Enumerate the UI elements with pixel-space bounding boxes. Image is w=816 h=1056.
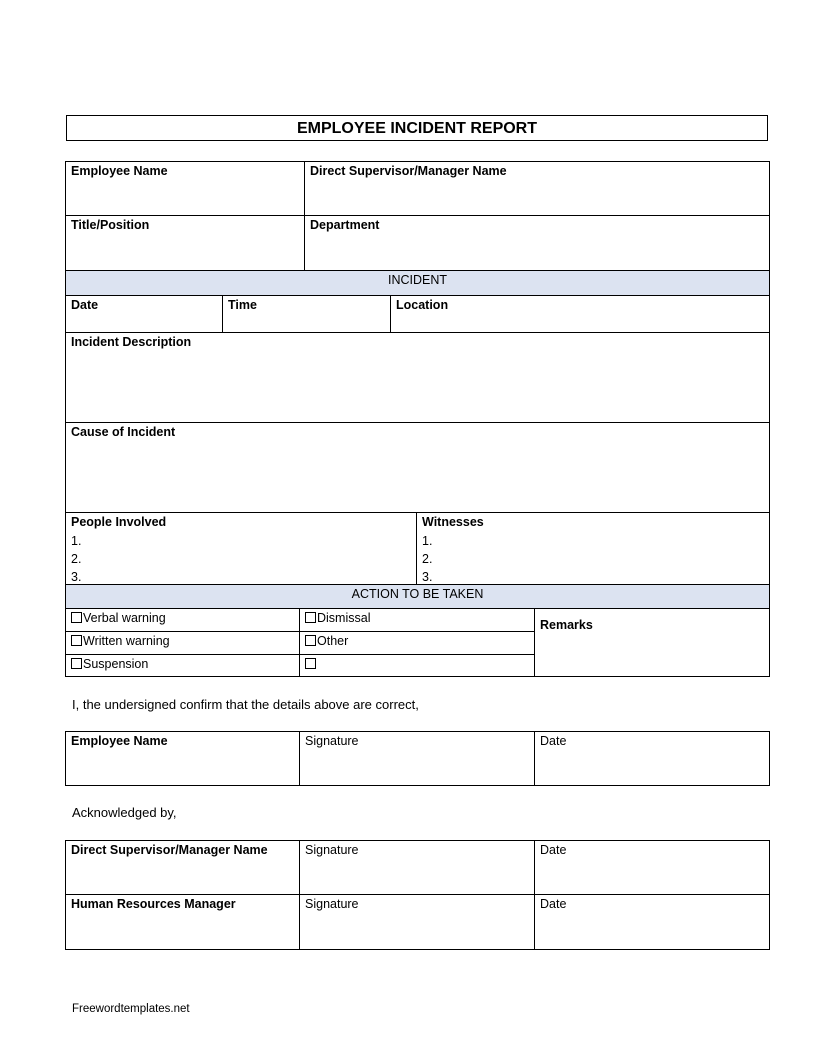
page-title: EMPLOYEE INCIDENT REPORT bbox=[66, 115, 768, 141]
option-label: Dismissal bbox=[317, 611, 371, 625]
date-label: Date bbox=[540, 734, 567, 748]
dismissal-option[interactable] bbox=[300, 609, 535, 632]
supervisor-name-label: Direct Supervisor/Manager Name bbox=[310, 164, 507, 178]
supervisor-sign-date-field[interactable] bbox=[535, 841, 770, 895]
list-item: 3. bbox=[422, 570, 433, 584]
people-involved-label: People Involved bbox=[71, 515, 167, 529]
action-header: ACTION TO BE TAKEN bbox=[66, 585, 770, 609]
hr-manager-name-field[interactable] bbox=[66, 895, 300, 950]
supervisor-sign-name-label: Direct Supervisor/Manager Name bbox=[71, 843, 268, 857]
department-label: Department bbox=[310, 218, 380, 232]
employee-name-label: Employee Name bbox=[71, 164, 168, 178]
list-item: 3. bbox=[71, 570, 82, 584]
other-option[interactable] bbox=[300, 632, 535, 655]
written-warning-option[interactable] bbox=[66, 632, 300, 655]
employee-sign-name-field[interactable] bbox=[66, 732, 300, 786]
signature-label: Signature bbox=[305, 897, 359, 911]
incident-details-table bbox=[65, 332, 770, 589]
checkbox-icon[interactable] bbox=[305, 612, 316, 623]
action-table bbox=[65, 584, 770, 677]
time-field[interactable] bbox=[223, 296, 391, 333]
location-field[interactable] bbox=[391, 296, 770, 333]
verbal-warning-option[interactable] bbox=[66, 609, 300, 632]
supervisor-signature-field[interactable] bbox=[300, 841, 535, 895]
hr-manager-signature-field[interactable] bbox=[300, 895, 535, 950]
hr-manager-date-field[interactable] bbox=[535, 895, 770, 950]
supervisor-sign-name-field[interactable] bbox=[66, 841, 300, 895]
list-item: 1. bbox=[71, 534, 82, 548]
remarks-field[interactable] bbox=[535, 609, 770, 677]
date-label: Date bbox=[71, 298, 99, 312]
date-field[interactable] bbox=[66, 296, 223, 333]
incident-table bbox=[65, 270, 770, 333]
witnesses-label: Witnesses bbox=[422, 515, 484, 529]
signature-label: Signature bbox=[305, 734, 359, 748]
incident-header: INCIDENT bbox=[66, 271, 770, 296]
department-field[interactable] bbox=[305, 216, 770, 271]
blank-option[interactable] bbox=[300, 655, 535, 677]
incident-description-label: Incident Description bbox=[71, 335, 192, 349]
date-label: Date bbox=[540, 843, 567, 857]
employee-signature-field[interactable] bbox=[300, 732, 535, 786]
list-item: 2. bbox=[71, 552, 82, 566]
suspension-option[interactable] bbox=[66, 655, 300, 677]
people-involved-field[interactable] bbox=[66, 513, 417, 589]
signature-label: Signature bbox=[305, 843, 359, 857]
checkbox-icon[interactable] bbox=[71, 635, 82, 646]
checkbox-icon[interactable] bbox=[71, 658, 82, 669]
remarks-label: Remarks bbox=[540, 618, 593, 632]
confirm-statement: I, the undersigned confirm that the details above are correct, bbox=[72, 697, 419, 712]
acknowledgement-table bbox=[65, 840, 770, 950]
employee-name-field[interactable] bbox=[66, 162, 305, 216]
employee-sign-name-label: Employee Name bbox=[71, 734, 168, 748]
checkbox-icon[interactable] bbox=[305, 635, 316, 646]
incident-description-field[interactable] bbox=[66, 333, 770, 423]
employee-signature-table bbox=[65, 731, 770, 786]
checkbox-icon[interactable] bbox=[305, 658, 316, 669]
employee-sign-date-field[interactable] bbox=[535, 732, 770, 786]
footer-credit: Freewordtemplates.net bbox=[72, 1003, 190, 1015]
witnesses-field[interactable] bbox=[417, 513, 770, 589]
title-position-label: Title/Position bbox=[71, 218, 150, 232]
supervisor-name-field[interactable] bbox=[305, 162, 770, 216]
list-item: 1. bbox=[422, 534, 433, 548]
cause-of-incident-field[interactable] bbox=[66, 423, 770, 513]
acknowledged-statement: Acknowledged by, bbox=[72, 805, 177, 820]
list-item: 2. bbox=[422, 552, 433, 566]
option-label: Other bbox=[317, 634, 349, 648]
option-label: Verbal warning bbox=[83, 611, 166, 625]
option-label: Suspension bbox=[83, 657, 149, 671]
date-label: Date bbox=[540, 897, 567, 911]
checkbox-icon[interactable] bbox=[71, 612, 82, 623]
hr-manager-name-label: Human Resources Manager bbox=[71, 897, 236, 911]
option-label: Written warning bbox=[83, 634, 170, 648]
cause-of-incident-label: Cause of Incident bbox=[71, 425, 176, 439]
time-label: Time bbox=[228, 298, 257, 312]
employee-info-table bbox=[65, 161, 770, 271]
title-position-field[interactable] bbox=[66, 216, 305, 271]
location-label: Location bbox=[396, 298, 449, 312]
